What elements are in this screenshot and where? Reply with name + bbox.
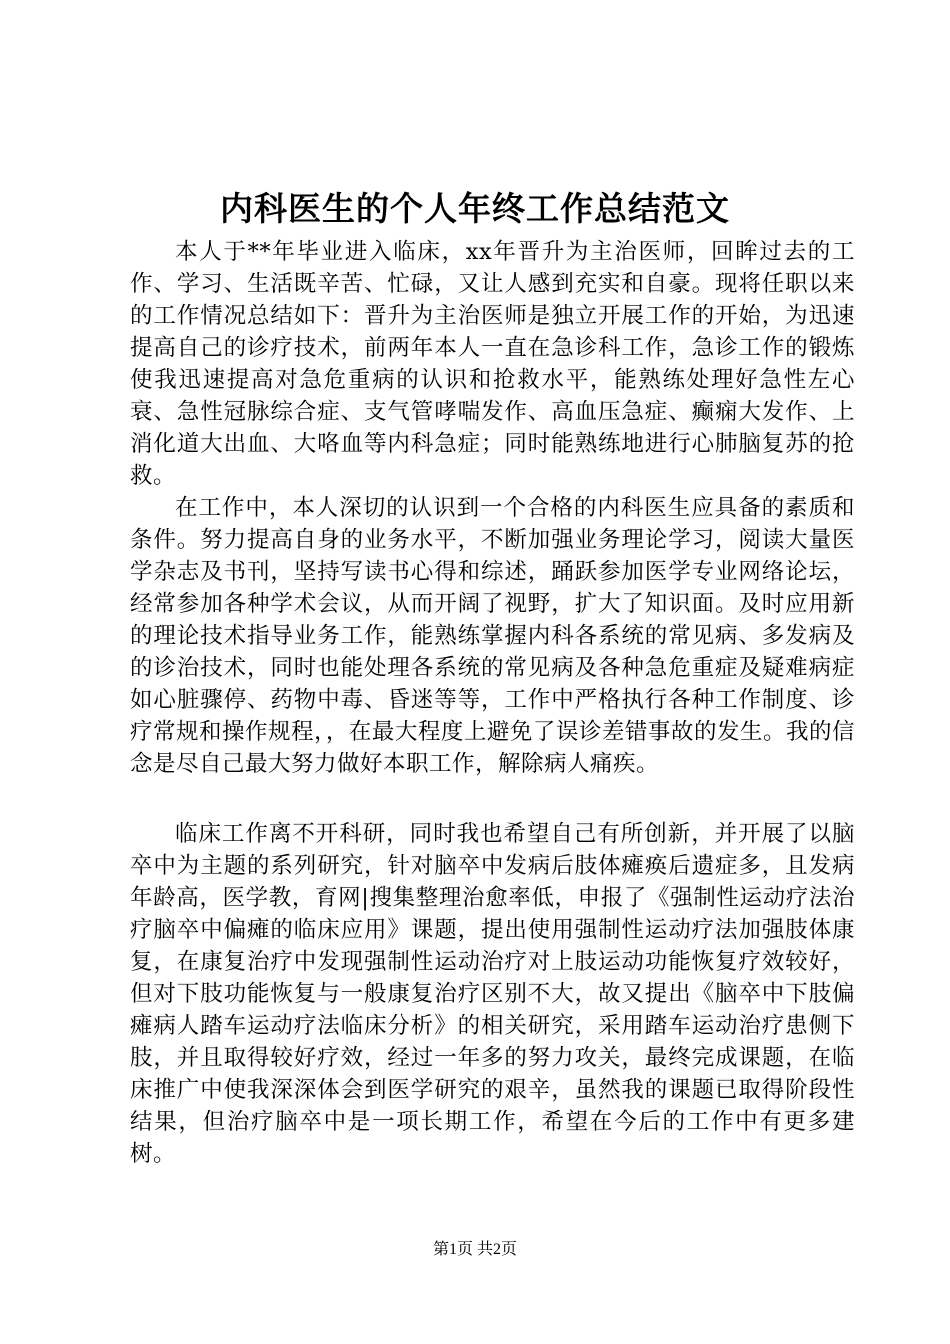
document-title: 内科医生的个人年终工作总结范文 — [220, 189, 730, 228]
paragraph-1: 本人于**年毕业进入临床，xx年晋升为主治医师，回眸过去的工作、学习、生活既辛苦、忙碌，又让人感到充实和自豪。现将任职以来的工作情况总结如下：晋升为主治医师是独立开展工作的开始，为迅速提高自己的诊疗技术，前两年本人一直在急诊科工作，急诊工作的锻炼使我迅速提高对急危重病的认识和抢救水平，能熟练处理好急性左心衰、急性冠脉综合症、支气管哮喘发作、高血压急症、癫痫大发作、上消化道大出血、大咯血等内科急症；同时能熟练地进行心肺脑复苏的抢救。 — [130, 239, 855, 489]
paragraph-3: 临床工作离不开科研，同时我也希望自己有所创新，并开展了以脑卒中为主题的系列研究，针对脑卒中发病后肢体瘫痪后遗症多，且发病年龄高，医学教，育网|搜集整理治愈率低，申报了《强制性运动疗法治疗脑卒中偏瘫的临床应用》课题，提出使用强制性运动疗法加强肢体康复，在康复治疗中发现强制性运动治疗对上肢运动功能恢复疗效较好，但对下肢功能恢复与一般康复治疗区别不大，故又提出《脑卒中下肢偏瘫病人踏车运动疗法临床分析》的相关研究，采用踏车运动治疗患侧下肢，并且取得较好疗效，经过一年多的努力攻关，最终完成课题，在临床推广中使我深深体会到医学研究的艰辛，虽然我的课题已取得阶段性结果，但治疗脑卒中是一项长期工作，希望在今后的工作中有更多建树。 — [130, 821, 855, 1167]
paragraph-2: 在工作中，本人深切的认识到一个合格的内科医生应具备的素质和条件。努力提高自身的业务水平，不断加强业务理论学习，阅读大量医学杂志及书刊，坚持写读书心得和综述，踊跃参加医学专业网络论坛，经常参加各种学术会议，从而开阔了视野，扩大了知识面。及时应用新的理论技术指导业务工作，能熟练掌握内科各系统的常见病、多发病及的诊治技术，同时也能处理各系统的常见病及各种急危重症及疑难病症如心脏骤停、药物中毒、昏迷等等，工作中严格执行各种工作制度、诊疗常规和操作规程，，在最大程度上避免了误诊差错事故的发生。我的信念是尽自己最大努力做好本职工作，解除病人痛疾。 — [130, 495, 855, 777]
paragraph-spacer — [130, 780, 855, 818]
page-footer: 第1页 共2页 — [432, 1241, 517, 1258]
document-body — [130, 236, 855, 1170]
